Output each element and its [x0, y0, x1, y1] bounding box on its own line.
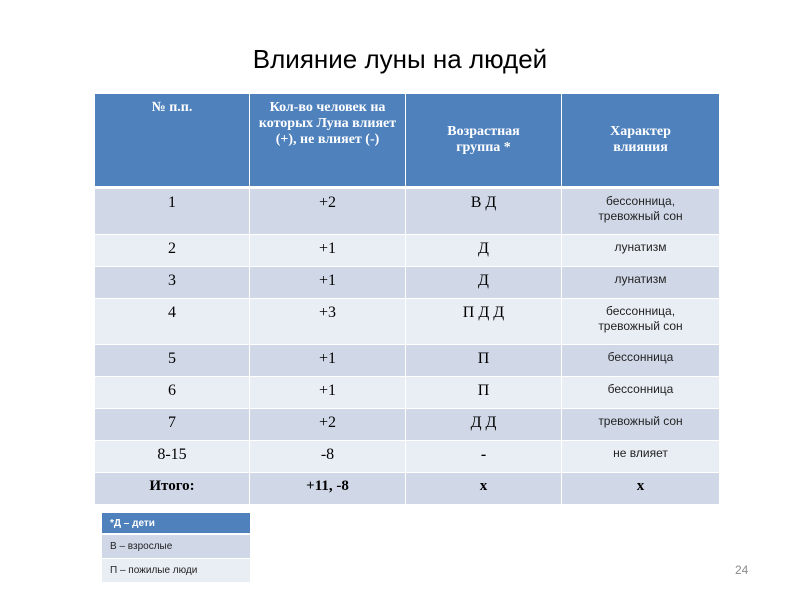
cell-effect: бессонница, тревожный сон [562, 189, 719, 235]
cell-count: +2 [250, 409, 406, 441]
cell-number: 3 [95, 267, 250, 299]
cell-count: +3 [250, 299, 406, 345]
table-total-row [95, 473, 719, 505]
table-row [95, 377, 719, 409]
cell-count: +2 [250, 189, 406, 235]
cell-number: 7 [95, 409, 250, 441]
table-row [95, 267, 719, 299]
table-row [95, 235, 719, 267]
cell-group: - [406, 441, 562, 473]
header-number: № п.п. [95, 94, 250, 189]
table-row [95, 441, 719, 473]
cell-number: 4 [95, 299, 250, 345]
total-group: х [406, 473, 562, 505]
cell-effect: лунатизм [562, 267, 719, 299]
age-group-legend [102, 513, 250, 583]
table-row [95, 299, 719, 345]
cell-count: +1 [250, 377, 406, 409]
table-row [95, 189, 719, 235]
cell-number: 8-15 [95, 441, 250, 473]
cell-count: +1 [250, 235, 406, 267]
cell-count: +1 [250, 267, 406, 299]
cell-effect: бессонница [562, 377, 719, 409]
cell-group: П [406, 345, 562, 377]
total-effect: х [562, 473, 719, 505]
cell-group: Д [406, 267, 562, 299]
table-header-row [95, 94, 719, 189]
legend-item: В – взрослые [102, 535, 250, 559]
total-label: Итого: [95, 473, 250, 505]
cell-count: +1 [250, 345, 406, 377]
slide-number: 24 [735, 563, 749, 577]
header-count: Кол-во человек на которых Луна влияет (+), не влияет (-) [250, 94, 406, 189]
table-row [95, 409, 719, 441]
cell-group: Д [406, 235, 562, 267]
cell-group: П [406, 377, 562, 409]
cell-effect: бессонница [562, 345, 719, 377]
cell-effect: тревожный сон [562, 409, 719, 441]
cell-count: -8 [250, 441, 406, 473]
cell-group: П Д Д [406, 299, 562, 345]
table-row [95, 345, 719, 377]
cell-number: 2 [95, 235, 250, 267]
slide-title: Влияние луны на людей [252, 44, 548, 74]
cell-group: В Д [406, 189, 562, 235]
total-count: +11, -8 [250, 473, 406, 505]
cell-group: Д Д [406, 409, 562, 441]
cell-number: 6 [95, 377, 250, 409]
cell-effect: не влияет [562, 441, 719, 473]
moon-influence-table [95, 94, 719, 505]
cell-number: 1 [95, 189, 250, 235]
legend-header: *Д – дети [102, 513, 250, 535]
cell-number: 5 [95, 345, 250, 377]
header-age-group: Возрастная группа * [406, 94, 562, 189]
legend-item: П – пожилые люди [102, 559, 250, 583]
cell-effect: лунатизм [562, 235, 719, 267]
cell-effect: бессонница, тревожный сон [562, 299, 719, 345]
header-effect: Характер влияния [562, 94, 719, 189]
